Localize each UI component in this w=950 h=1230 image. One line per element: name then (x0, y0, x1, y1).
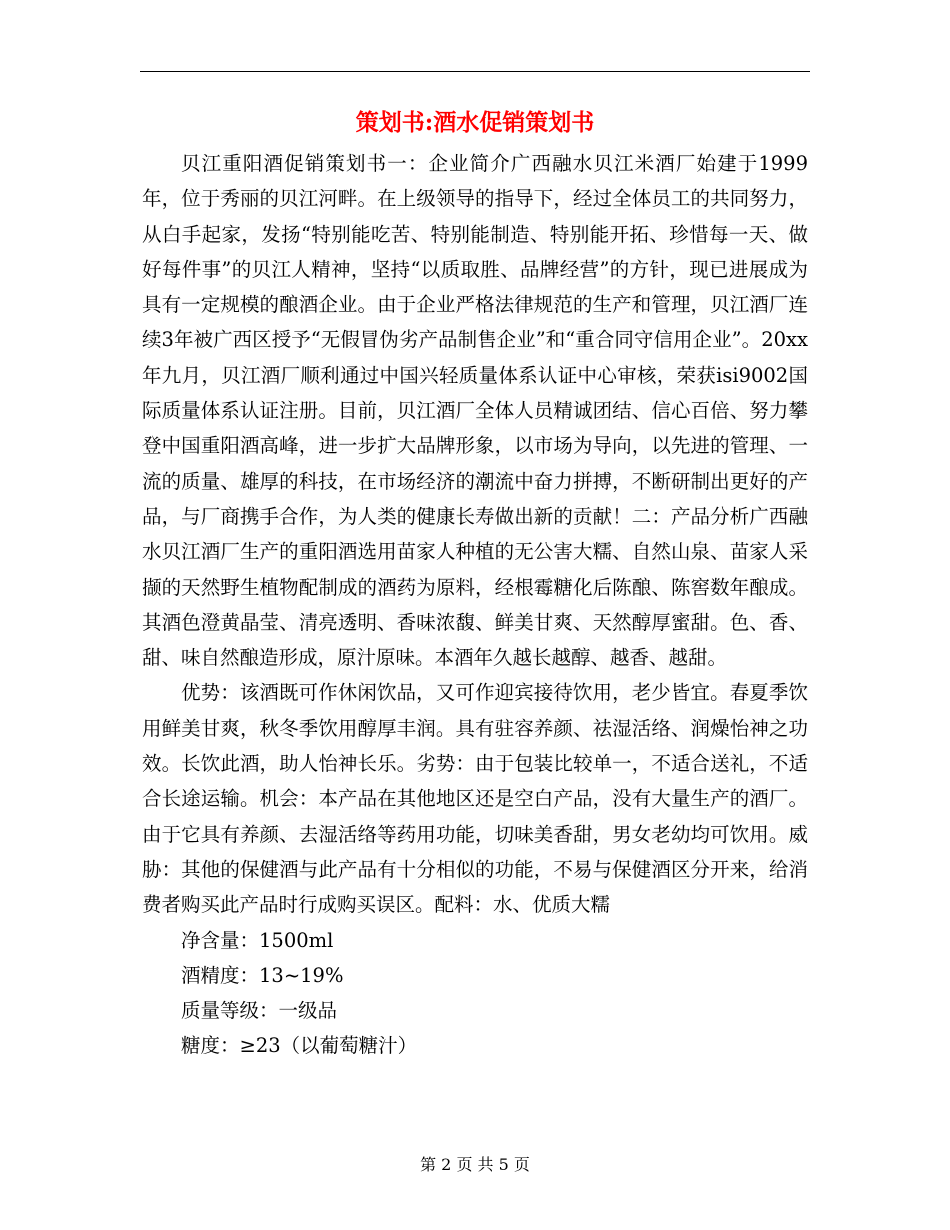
spec-sugar: 糖度：≥23（以葡萄糖汁） (181, 1034, 418, 1058)
document-body (142, 146, 808, 1064)
header-rule (140, 71, 810, 72)
page-number: 第 2 页 共 5 页 (420, 1155, 530, 1174)
spec-alcohol: 酒精度：13~19% (181, 963, 344, 987)
document-title: 策划书:酒水促销策划书 (355, 109, 595, 136)
spec-net-content: 净含量：1500ml (181, 928, 334, 952)
paragraph-swot: 优势：该酒既可作休闲饮品，又可作迎宾接待饮用，老少皆宜。春夏季饮用鲜美甘爽，秋冬季饮用醇厚丰润。具有驻容养颜、祛湿活络、润燥怡神之功效。长饮此酒，助人怡神长乐。劣势：由于包装比较单一，不适合送礼，不适合长途运输。机会：本产品在其他地区还是空白产品，没有大量生产的酒厂。由于它具有养颜、去湿活络等药用功能，切味美香甜，男女老幼均可饮用。威胁：其他的保健酒与此产品有十分相似的功能，不易与保健酒区分开来，给消费者购买此产品时行成购买误区。配料：水、优质大糯 (142, 681, 808, 917)
paragraph-intro: 贝江重阳酒促销策划书一：企业简介广西融水贝江米酒厂始建于1999年，位于秀丽的贝江河畔。在上级领导的指导下，经过全体员工的共同努力，从白手起家，发扬“特别能吃苦、特别能制造、特别能开拓、珍惜每一天、做好每件事”的贝江人精神，坚持“以质取胜、品牌经营”的方针，现已进展成为具有一定规模的酿酒企业。由于企业严格法律规范的生产和管理，贝江酒厂连续3年被广西区授予“无假冒伪劣产品制售企业”和“重合同守信用企业”。20xx年九月，贝江酒厂顺利通过中国兴轻质量体系认证中心审核，荣获isi9002国际质量体系认证注册。目前，贝江酒厂全体人员精诚团结、信心百倍、努力攀登中国重阳酒高峰，进一步扩大品牌形象，以市场为导向，以先进的管理、一流的质量、雄厚的科技，在市场经济的潮流中奋力拼搏，不断研制出更好的产品，与厂商携手合作，为人类的健康长寿做出新的贡献！二：产品分析广西融水贝江酒厂生产的重阳酒选用苗家人种植的无公害大糯、自然山泉、苗家人采撷的天然野生植物配制成的酒药为原料，经根霉糖化后陈酿、陈窖数年酿成。其酒色澄黄晶莹、清亮透明、香味浓馥、鲜美甘爽、天然醇厚蜜甜。色、香、甜、味自然酿造形成，原汁原味。本酒年久越长越醇、越香、越甜。 (142, 152, 808, 670)
spec-quality-grade: 质量等级：一级品 (181, 999, 338, 1023)
page-footer (0, 1154, 950, 1176)
